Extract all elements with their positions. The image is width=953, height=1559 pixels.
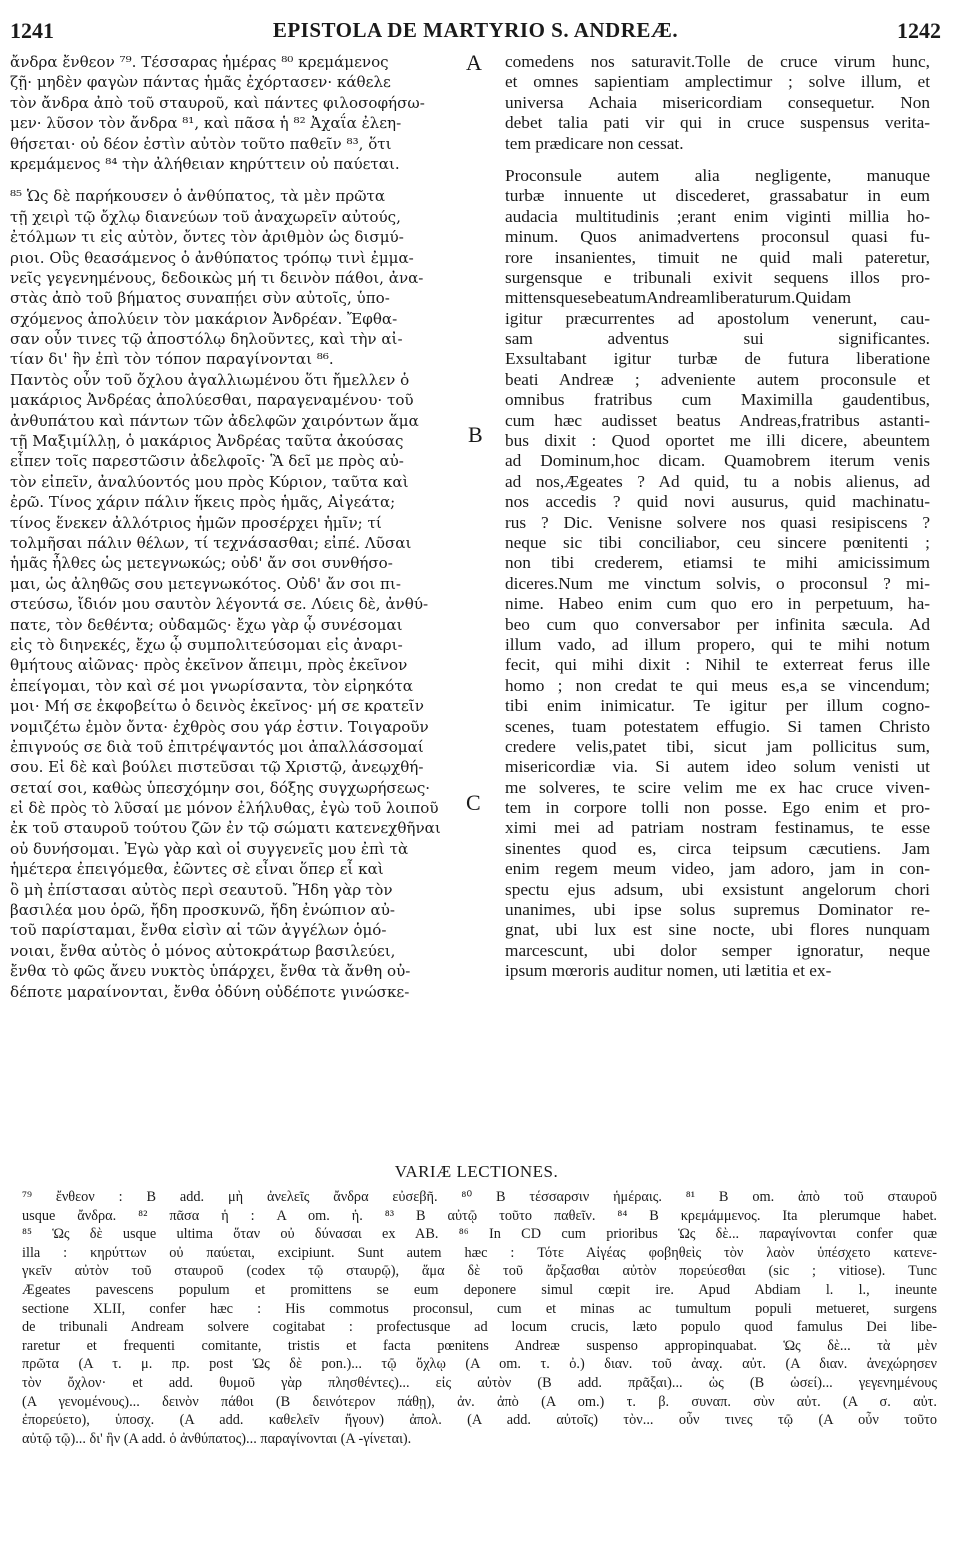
text-line: tem in corpore tolli non posse. Ego enim et pro- (505, 798, 930, 818)
paragraph-gap (10, 174, 465, 186)
text-line: ⁷⁹ ἔνθεον : B add. μὴ ἀνελεῖς ἄνδρα εὐσεβῆ. ⁸⁰ B τέσσαρσιν ἡμέραις. ⁸¹ B om. ἀπὸ τοῦ σταυροῦ (22, 1189, 937, 1205)
text-line: misericordiæ via. Si autem ideo solum venisti ut (505, 757, 930, 777)
text-line: comedens nos saturavit.Tolle de cruce virum hunc, (505, 52, 930, 71)
text-line: ἐπείγομαι, τὸν καὶ σέ μοι γνωρίσαντα, τὸν εἰρηκότα (10, 676, 413, 695)
text-line: τὸν ἄνδρα ἀπὸ τοῦ σταυροῦ, καὶ πάντες φιλοσοφήσω- (10, 93, 425, 112)
text-line: debet talia pati vir qui in cruce suspensus verita- (505, 113, 930, 133)
text-line: nime. Habeo enim cum quo ero in perpetuum, ha- (505, 594, 930, 614)
margin-marker-c: C (466, 790, 481, 815)
text-line: ριοι. Οὓς θεασάμενος ὁ ἀνθύπατος τρόπῳ τινὶ ἐμμα- (10, 248, 414, 267)
text-line: ἐπιγνούς σε διὰ τοῦ ἐπιτρέψαντός μοι ἀπαλλάσσομαί (10, 737, 424, 756)
text-line: δέποτε μαραίνονται, ἔνθα ὀδύνη οὐδέποτε γινώσκε- (10, 982, 410, 1001)
text-line: neque sic tibi conciliabor, ceu sincere pœnitenti ; (505, 532, 930, 552)
text-line: ἔνθα τὸ φῶς ἄνευ νυκτὸς ὑπάρχει, ἔνθα τὰ ἄνθη οὐ- (10, 962, 411, 981)
text-line: μοι· Μή σε ἐκφοβείτω ὁ δεινὸς ἐκεῖνος· μή σε κρατεῖν (10, 697, 424, 716)
text-line: ⁸⁵ Ὡς δὲ παρήκουσεν ὁ ἀνθύπατος, τὰ μὲν πρῶτα (10, 187, 386, 206)
text-line: gnat, ubi lux est sine nocte, ubi flores nunquam (505, 920, 930, 940)
text-line: enim regem meum video, jam adoro, jam in con- (505, 859, 930, 879)
text-line: πατε, τὸν δεθέντα; οὐδαμῶς· ἔχω γὰρ ᾧ συνέσομαι (10, 615, 403, 634)
text-line: ἐτόλμων τι εἰς αὐτὸν, ὄντες τὸν ἀριθμὸν ὡς δισμύ- (10, 228, 404, 247)
margin-marker-a: A (466, 50, 482, 75)
text-line: στεύσω, ἴδιόν μου σαυτὸν λέγοντά σε. Λύεις δὲ, ἀνθύ- (10, 595, 429, 614)
text-line: ζῇ· μηδὲν φαγὼν πάντας ἡμᾶς ἐχόρτασεν· κάθελε (10, 73, 391, 92)
text-line: ἄνδρα ἔνθεον ⁷⁹. Τέσσαρας ἡμέρας ⁸⁰ κρεμάμενος (10, 53, 389, 71)
variae-lectiones-title: VARIÆ LECTIONES. (394, 1162, 559, 1181)
text-line: τίνος ἕνεκεν ἀλλότριος ἡμῶν προσέρχει ἡμῖν; τί (10, 513, 382, 532)
text-line: bus dixit : Quod oportet me illi dicere, abeuntem (505, 431, 930, 451)
text-line: σαν οὖν τινες τῷ ἀποστόλῳ δηλοῦντες, καὶ τὴν αἰ- (10, 330, 403, 349)
text-line: surgensque e tribunali exivit sequens illos pro- (505, 267, 930, 287)
text-line: οὐ δυνήσομαι. Ἐγὼ γὰρ καὶ οἱ συγγενεῖς μου ἐπὶ τὰ (10, 839, 409, 858)
variae-lectiones-notes (22, 1188, 937, 1448)
page-number-left: 1241 (10, 18, 54, 43)
text-line: (A γενομένους)... δεινὸν πάθοι (B δεινότερον πάθῃ), ἀν. ἀπὸ (A om.) τ. β. συναπ. σὺν αὐτ. (A σ. αὐτ. (22, 1393, 937, 1410)
text-line: σεταί σοι, καθὼς ὑπεσχόμην σοι, δόξης συγχωρήσεως· (10, 778, 431, 797)
text-line: turbæ innuente ut discederet, grassabatur in eum (505, 186, 930, 206)
text-line: τῇ χειρὶ τῷ ὄχλῳ διανεύων τοῦ ἀναχωρεῖν αὐτούς, (10, 207, 401, 226)
text-line: universa Achaia misericordiam consequetur. Non (505, 92, 930, 112)
text-line: homo ; non credat te qui meus es,a se vincendum; (505, 675, 930, 695)
text-line: ἐρῶ. Τίνος χάριν πάλιν ἥκεις πρὸς ἡμᾶς, Αἰγεάτα; (10, 493, 396, 512)
page-number-right: 1242 (897, 18, 941, 43)
text-line: σχόμενος ἀπολύειν τὸν μακάριον Ἀνδρέαν. Ἔφθα- (10, 309, 398, 328)
text-line: marcescunt, ubi dolor semper ignoratur, neque (505, 940, 930, 960)
text-line: ἀνθυπάτου καὶ πάντων τῶν ἀδελφῶν χαιρόντων ἅμα (10, 411, 419, 430)
text-line: minum. Quos animadvertens proconsul quasi fu- (505, 227, 930, 247)
text-line: nos accedis ? quid novi ausurus, quid machinatu- (505, 492, 930, 512)
text-line: ἡμᾶς ἦλθες ὡς μετεγνωκώς; οὐδ' ἄν σοι συνθήσο- (10, 554, 393, 573)
text-line: γκεῖν αὐτὸν τοῦ σταυροῦ (codex τῷ σταυρῷ), ἅμα δὲ τοῦ ἄρξασθαι αὐτὸν πορεύεσθαι (sic ; vitiose). Tunc (22, 1263, 937, 1280)
text-line: νοιαι, ἔνθα αὐτὸς ὁ μόνος αὐτοκράτωρ βασιλεύει, (10, 941, 396, 960)
text-line: de tribunali Andream solvere cogitabat : profectusque ad locum crucis, læto populo quod famulus Dei libe- (22, 1319, 937, 1336)
page-title: EPISTOLA DE MARTYRIO S. ANDREÆ. (272, 18, 679, 42)
text-line: omnibus fratribus cum Maximilla gaudentibus, (505, 390, 930, 410)
text-line: igitur præcurrentes ad apostolum venerunt, cau- (505, 308, 930, 328)
text-line: beo cum quo conversabor per infinita sæcula. Ad (505, 614, 930, 634)
text-line: τῇ Μαξιμίλλῃ, ὁ μακάριος Ἀνδρέας ταῦτα ἀκούσας (10, 432, 404, 451)
text-line: μαι, ὡς ἀληθῶς σου μετεγνωκότος. Οὐδ' ἄν σοι πι- (10, 574, 401, 593)
text-line: illum vado, ad illum propero, qui te mihi notum (505, 634, 930, 654)
text-line: τὸν ὄχλον· et add. θυμοῦ γὰρ πλησθέντες)... εἰς αὐτὸν (B add. πρᾶξαι)... ὡς (B ὡσεί)... γεγενημένους (22, 1374, 937, 1391)
text-line: ἐπορεύετο), ὑποσχ. (A add. καθελεῖν ἤγουν) ἀπολ. (A add. αὐτοῖς) τὸν... οὖν τινες τῷ (A οὖν τοῦτο (22, 1412, 937, 1429)
text-line: πρῶτα (A τ. μ. πρ. post Ὡς δὲ pon.)... τῷ ὄχλῳ (A om. τ. ὀ.) διαν. τοῦ ἀναχ. αὐτ. (A διαν. ἀνεχώρησεν (22, 1356, 937, 1373)
text-line: μακάριος Ἀνδρέας ἀπολύεσθαι, παραγεναμένου· τοῦ (10, 391, 414, 410)
text-line: τὸν εἰπεῖν, ἀναλύοντός μου πρὸς Κύριον, ταῦτα καὶ (10, 472, 409, 491)
text-line: tem prædicare non cessat. (505, 133, 684, 153)
text-line: illa : κηρύττων οὐ παύεται, excipiunt. Sunt autem hæc : Τότε Αἰγέας φοβηθεὶς τὸν λαὸν ὑπέσχετο κατενε- (22, 1244, 937, 1261)
text-line: me solveres, te scire velim me ex hac cruce viven- (505, 777, 930, 797)
text-line: Proconsule autem alia negligente, manuque (505, 165, 930, 185)
text-line: νομιζέτω ἐμὸν ὄντα· ἐχθρὸς σου γάρ ἐστιν. Τοιγαροῦν (10, 717, 429, 736)
text-line: cum hæc audisset beatus Andreas,fratribus astanti- (505, 410, 930, 430)
text-line: αὐτῷ τῷ)... δι' ἣν (A add. ὁ ἀνθύπατος)... παραγίνονται (A -γίνεται). (22, 1430, 412, 1447)
text-line: audacia multitudinis ;erant enim viginti millia ho- (505, 206, 930, 226)
text-line: scenes, tuam potestatem effugio. Si tamen Christo (505, 716, 930, 736)
text-line: βασιλέα μου ὁρῶ, ἤδη προσκυνῶ, ἤδη ἐνώπιον αὐ- (10, 901, 396, 920)
text-line: sinentes quod es, circa teipsum cæcutiens. Jam (505, 838, 930, 858)
text-line: Ægeates pavescens populum et promittens se eum deponere simul cœpit ire. Apud Abdiam l. l., ineunte (22, 1281, 937, 1298)
text-line: tibi enim inimicatur. Te igitur per illum cogno- (505, 696, 930, 716)
text-line: τολμῆσαι πάλιν θέλων, τί τεχνάσασθαι; εἰπέ. Λῦσαι (10, 533, 412, 552)
latin-text-column (505, 52, 930, 982)
text-line: τοῦ παρίσταμαι, ἔνθα εἰσὶν αἱ τῶν ἀγγέλων ὁμό- (10, 921, 387, 940)
text-line: θμήτους αἰῶνας· πρὸς ἐκεῖνον ἄπειμι, πρὸς ἐκεῖνον (10, 656, 408, 675)
text-line: fecit, qui mihi dixit : Nihil te exterreat ferus ille (505, 655, 930, 675)
text-line: τίαν δι' ἣν ἐπὶ τὸν τόπον παραγίνονται ⁸⁶. (10, 350, 334, 369)
text-line: εἰ δὲ πρὸς τὸ λῦσαί με μόνον ἐλήλυθας, ἐγὼ τοῦ λοιποῦ (10, 799, 439, 818)
paragraph-gap (505, 154, 930, 166)
text-line: raretur et frequenti comitante, tristis et facta pœnitens Andreæ suspenso appropinquabat. Ὡς δὲ... τὰ μὲν (22, 1337, 937, 1354)
greek-text-column (10, 52, 465, 1002)
text-line: κρεμάμενος ⁸⁴ τὴν ἀλήθειαν κηρύττειν οὐ παύεται. (10, 154, 400, 173)
text-line: ὃ μὴ ἐπίστασαι αὐτὸς περὶ σεαυτοῦ. Ἤδη γὰρ τὸν (10, 880, 393, 899)
text-line: νεῖς γεγενημένους, δεδοικὼς μή τι δεινὸν πάθοι, ἀνα- (10, 268, 424, 287)
text-line: ἐκ τοῦ σταυροῦ τούτου ζῶν ἐν τῷ σώματι κατενεχθῆναι (10, 819, 441, 838)
text-line: mittensquesebeatumAndreamliberaturum.Quidam (505, 288, 852, 308)
text-line: στὰς ἀπὸ τοῦ βήματος συναπῄει σὺν αὐτοῖς, ὑπο- (10, 289, 390, 308)
text-line: sam adventus sui significantes. (505, 329, 930, 349)
text-line: unanimes, ubi ipse solus supremus Dominator re- (505, 900, 930, 920)
text-line: Exsultabant igitur turbæ de futura liberatione (505, 349, 930, 369)
text-line: Παντὸς οὖν τοῦ ὄχλου ἀγαλλιωμένου ὅτι ἤμελλεν ὁ (10, 370, 410, 389)
text-line: εἶπεν τοῖς παρεστῶσιν ἀδελφοῖς· Ἃ δεῖ με πρὸς αὐ- (10, 452, 404, 471)
text-line: beati Andreæ ; adveniente autem proconsule et (505, 369, 930, 389)
text-line: sectione XLII, confer hæc : His commotus proconsul, cum et minas ac tumultum populi metueret, surgens (22, 1300, 937, 1317)
text-line: non tibi crederem, etiamsi te mihi amicissimum (505, 553, 930, 573)
text-line: spectu ejus adsum, ubi exsistunt angelorum chori (505, 879, 930, 899)
text-line: rus ? Dic. Venisne solvere nos quasi resipiscens ? (505, 512, 930, 532)
text-line: ximi mei ad patriam nostram festinamus, te esse (505, 818, 930, 838)
text-line: ἡμέτερα ἐπειγόμεθα, ἐῶντες σὲ εἶναι ὅπερ εἶ καὶ (10, 860, 384, 879)
text-line: diceres.Num me vinctum solvis, o proconsul ? mi- (505, 573, 930, 593)
text-line: εἰς τὸ διηνεκές, ἔχω ᾧ συμπολιτεύσομαι εἰς ἀναρι- (10, 635, 403, 654)
text-line: ad nos,Ægeates ? Ad quid, tu a nobis alienus, ad (505, 471, 930, 491)
text-line: et omnes sapientiam amplectimur ; solve illum, et (505, 72, 930, 92)
text-line: μεν· λῦσον τὸν ἄνδρα ⁸¹, καὶ πᾶσα ἡ ⁸² Ἀχαΐα ἐλεη- (10, 114, 402, 133)
text-line: rore insanientes, timuit ne quid mali pateretur, (505, 247, 930, 267)
text-line: usque ἄνδρα. ⁸² πᾶσα ἡ : A om. ἡ. ⁸³ B αὐτῷ τοῦτο παθεῖν. ⁸⁴ B κρεμάμμενος. Ita plerumque habet. (22, 1207, 937, 1224)
text-line: ad Dominum,hoc dicam. Quamobrem iterum venis (505, 451, 930, 471)
text-line: θήσεται· οὐ δέον ἐστὶν αὐτὸν τοῦτο παθεῖν ⁸³, ὅτι (10, 134, 392, 153)
text-line: σου. Εἰ δὲ καὶ βούλει πιστεῦσαι τῷ Χριστῷ, ἀνεῳχθή- (10, 758, 424, 777)
text-line: ⁸⁵ Ὡς δὲ usque ultima ὅταν οὐ δύνασαι ex AB. ⁸⁶ In CD cum prioribus Ὡς δὲ... παραγίνονται confer quæ (22, 1226, 937, 1243)
text-line: credere velis,patet tibi, sicut jam pollicitus sum, (505, 736, 930, 756)
running-header (10, 18, 941, 48)
text-line: ipsum mœroris auditur nomen, uti lætitia et ex- (505, 961, 832, 981)
margin-marker-b: B (468, 422, 483, 447)
